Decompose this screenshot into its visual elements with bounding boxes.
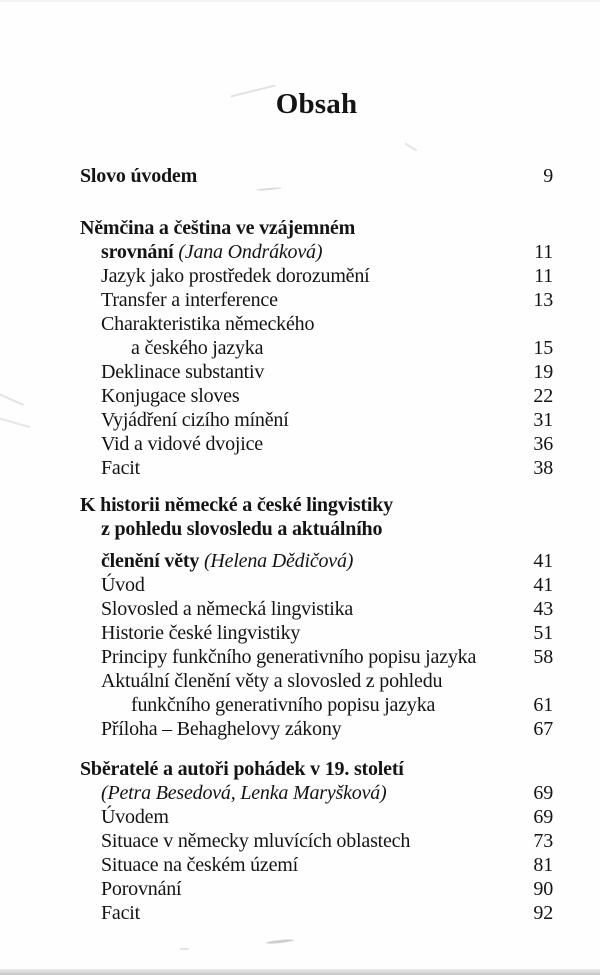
page-title: Obsah: [275, 88, 358, 120]
toc-entry-text: [101, 645, 476, 669]
toc-entry-page: 31: [533, 409, 553, 431]
toc-entry: [80, 549, 553, 573]
toc-entry-text: [131, 693, 435, 717]
toc-entry-label: Němčina a čeština ve vzájemném: [80, 217, 356, 239]
toc-entry-label: Principy funkčního generativního popisu jazyka: [101, 646, 477, 668]
toc-entry-text: [101, 877, 181, 901]
toc-entry-page: 61: [533, 694, 553, 716]
toc-entry-text: [101, 853, 298, 877]
toc-entry-text: [101, 384, 239, 408]
toc-entry-text: [101, 781, 387, 805]
toc-entry-label: Porovnání: [101, 878, 182, 900]
toc-entry-label: Úvod: [101, 574, 145, 596]
toc-entry: [80, 240, 553, 264]
toc-entry: [80, 384, 553, 408]
toc-entry-label: Slovo úvodem: [80, 165, 198, 187]
toc-entry: [80, 336, 553, 360]
toc-entry-page: 41: [533, 574, 553, 596]
toc-entry-text: [101, 621, 300, 645]
toc-entry: [80, 216, 553, 240]
toc-entry: [80, 805, 553, 829]
toc-entry: [80, 717, 553, 741]
toc-entry-label: K historii německé a české lingvistiky: [80, 494, 393, 516]
toc-entry-label: Vyjádření cizího mínění: [101, 409, 289, 431]
toc-entry-page: 69: [533, 782, 553, 804]
toc-entry: [80, 432, 553, 456]
toc-entry-label: Úvodem: [101, 806, 169, 828]
toc-entry-page: 81: [533, 854, 553, 876]
toc-entry-author: (Jana Ondráková): [178, 241, 323, 263]
toc-entry-text: [101, 901, 140, 925]
toc-entry-page: 43: [533, 598, 553, 620]
toc-entry: [80, 693, 553, 717]
scan-bottom-edge: [0, 969, 600, 975]
toc-entry: [80, 360, 553, 384]
toc-entry: [80, 164, 553, 188]
scan-artifact: [0, 416, 31, 428]
toc-entry: [80, 517, 553, 541]
toc-entry: [80, 901, 553, 925]
table-of-contents: [80, 164, 553, 925]
toc-entry-label: Facit: [101, 902, 140, 924]
toc-entry-label: Deklinace substantiv: [101, 361, 265, 383]
toc-entry-label: Vid a vidové dvojice: [101, 433, 263, 455]
toc-entry-label: srovnání: [101, 241, 179, 263]
toc-entry-label: Sběratelé a autoři pohádek v 19. století: [80, 758, 404, 780]
toc-entry-label: Transfer a interference: [101, 289, 278, 311]
toc-entry-text: [101, 597, 353, 621]
toc-entry-page: 92: [533, 902, 553, 924]
toc-entry-page: 11: [534, 265, 553, 287]
toc-entry-text: [101, 360, 264, 384]
toc-entry: [80, 264, 553, 288]
toc-entry-text: [101, 456, 140, 480]
toc-entry-text: [101, 717, 341, 741]
toc-entry: [80, 456, 553, 480]
toc-entry-text: [101, 805, 169, 829]
toc-entry-page: 22: [533, 385, 553, 407]
scan-artifact: [180, 948, 189, 950]
toc-entry: [80, 781, 553, 805]
toc-entry-text: [131, 336, 263, 360]
toc-entry-text: [101, 829, 410, 853]
toc-entry: [80, 493, 553, 517]
toc-entry: [80, 669, 553, 693]
toc-entry-label: a českého jazyka: [131, 337, 264, 359]
toc-entry-page: 13: [533, 289, 553, 311]
toc-entry-page: 67: [533, 718, 553, 740]
page-content: [80, 0, 553, 925]
toc-entry: [80, 853, 553, 877]
toc-entry-page: 9: [543, 165, 553, 187]
toc-entry-label: Historie české lingvistiky: [101, 622, 301, 644]
toc-entry-text: [101, 288, 278, 312]
toc-entry-text: [101, 408, 289, 432]
toc-entry-text: [80, 757, 404, 781]
toc-entry-text: [101, 669, 442, 693]
toc-entry-label: členění věty: [101, 550, 204, 572]
toc-entry: [80, 645, 553, 669]
toc-entry-page: 41: [533, 550, 553, 572]
toc-entry: [80, 312, 553, 336]
toc-entry-page: 11: [534, 241, 553, 263]
toc-entry-text: [101, 432, 263, 456]
toc-entry-text: [80, 493, 393, 517]
toc-entry-text: [101, 264, 370, 288]
toc-entry-text: [101, 549, 353, 573]
toc-entry-author: (Petra Besedová, Lenka Maryšková): [101, 782, 387, 804]
toc-entry: [80, 408, 553, 432]
toc-entry-page: 90: [533, 878, 553, 900]
toc-entry-text: [101, 573, 145, 597]
toc-entry-label: Situace na českém území: [101, 854, 298, 876]
toc-entry: [80, 597, 553, 621]
toc-entry-text: [101, 517, 382, 541]
toc-entry-page: 38: [533, 457, 553, 479]
scan-artifact: [0, 392, 24, 406]
toc-entry-page: 15: [533, 337, 553, 359]
toc-entry-label: Facit: [101, 457, 140, 479]
toc-entry-label: Jazyk jako prostředek dorozumění: [101, 265, 370, 287]
toc-entry-label: Aktuální členění věty a slovosled z pohledu: [101, 670, 443, 692]
toc-entry-author: (Helena Dědičová): [203, 550, 354, 572]
toc-entry: [80, 877, 553, 901]
toc-entry: [80, 288, 553, 312]
toc-entry-page: 51: [533, 622, 553, 644]
toc-entry: [80, 573, 553, 597]
toc-entry-text: [80, 164, 197, 188]
toc-entry-label: funkčního generativního popisu jazyka: [131, 694, 436, 716]
toc-entry-page: 58: [533, 646, 553, 668]
toc-entry-text: [101, 312, 314, 336]
scan-artifact: [266, 939, 294, 945]
toc-entry-page: 69: [533, 806, 553, 828]
toc-entry-label: Konjugace sloves: [101, 385, 240, 407]
toc-entry-text: [101, 240, 322, 264]
toc-entry: [80, 757, 553, 781]
toc-entry-label: Charakteristika německého: [101, 313, 315, 335]
toc-entry-page: 19: [533, 361, 553, 383]
toc-entry-label: Situace v německy mluvících oblastech: [101, 830, 411, 852]
toc-entry: [80, 829, 553, 853]
toc-entry-label: Příloha – Behaghelovy zákony: [101, 718, 342, 740]
toc-entry-page: 73: [533, 830, 553, 852]
toc-entry-label: Slovosled a německá lingvistika: [101, 598, 354, 620]
toc-entry-text: [80, 216, 355, 240]
toc-entry-label: z pohledu slovosledu a aktuálního: [101, 518, 383, 540]
toc-entry: [80, 621, 553, 645]
toc-entry-page: 36: [533, 433, 553, 455]
